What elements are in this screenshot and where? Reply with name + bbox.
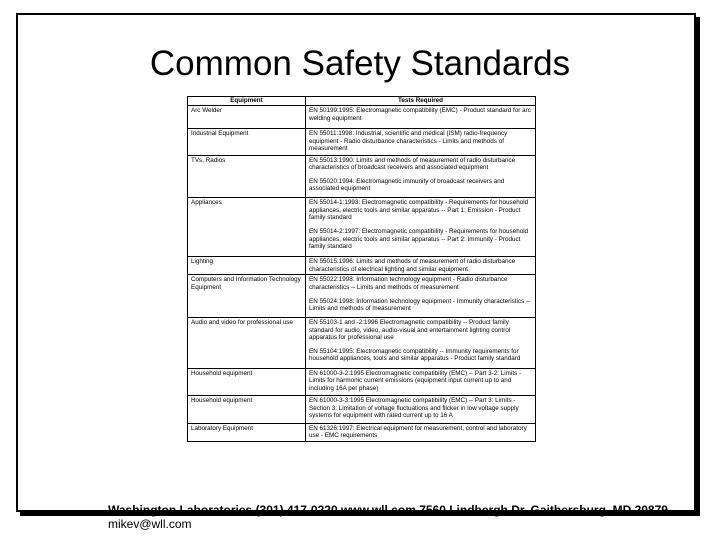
tests-cell [306, 275, 536, 318]
equipment-cell: Audio and video for professional use [188, 318, 306, 369]
table-row [188, 106, 536, 129]
test-text: EN 55014-2:1997: Electromagnetic compatibility - Requirements for household appliances, electric tools and similar apparatus -- Part 2: Immunity - Product family standard [309, 227, 529, 251]
test-text: EN 50199:1995: Electromagnetic compatibility (EMC) - Product standard for arc welding equipment [309, 107, 531, 122]
slide-title: Common Safety Standards [149, 44, 571, 83]
table-row [188, 198, 536, 257]
tests-cell [306, 423, 536, 441]
equipment-cell: Appliances [188, 198, 306, 257]
test-text: EN 55020:1994: Electromagnetic immunity of broadcast receivers and associated equipment [309, 177, 505, 193]
table-row [188, 129, 536, 155]
equipment-cell: Laboratory Equipment [188, 423, 306, 441]
tests-cell [306, 257, 536, 275]
table-row [188, 257, 536, 275]
table-row [188, 155, 536, 198]
tests-cell [306, 318, 536, 369]
table-row [188, 396, 536, 423]
equipment-cell: Arc Welder [188, 106, 306, 129]
tests-cell [306, 198, 536, 257]
header-tests-required: Tests Required [306, 97, 536, 106]
footer-contact: Washington Laboratories (301) 417-0220 www.wll.com 7560 Lindbergh Dr. Gaithersburg, MD 20879 [108, 503, 668, 517]
equipment-cell: Household equipment [188, 368, 306, 395]
table-row [188, 368, 536, 395]
test-text: EN 55022:1998: Information technology equipment - Radio disturbance characteristics -- Limits and methods of measurement [309, 276, 508, 292]
standards-table [187, 96, 536, 442]
tests-cell [306, 106, 536, 129]
equipment-cell: TVs, Radios [188, 155, 306, 198]
tests-cell [306, 129, 536, 155]
test-text: EN 55013:1990: Limits and methods of measurement of radio disturbance characteristics of broadcast receivers and associated equipment [309, 156, 516, 172]
test-text: EN 61000-3-3:1995 Electromagnetic compatibility (EMC) -- Part 3: Limits - Section 3: Limitation of voltage fluctuations and flicker in low voltage supply systems for equipment with rated current up to 16 A [309, 397, 519, 420]
test-text: EN 61000-3-2:1995 Electromagnetic compatibility (EMC) -- Part 3-2: Limits - Limits for harmonic current emissions (equipment input current up to and including 16A per phase) [309, 369, 522, 392]
tests-cell [306, 155, 536, 198]
test-text: EN 61326:1997: Electrical equipment for measurement, control and laboratory use - EMC requirements [309, 424, 527, 440]
footer-email: mikev@wll.com [108, 517, 192, 531]
equipment-cell: Lighting [188, 257, 306, 275]
test-text: EN 55024:1998: Information technology equipment - Immunity characteristics --Limits and methods of measurement [309, 297, 531, 313]
test-text: EN 55014-1:1993: Electromagnetic compatibility - Requirements for household appliances, electric tools and similar apparatus -- Part 1: Emission - Product family standard [309, 199, 529, 222]
test-text: EN 55104:1995: Electromagnetic compatibility -- Immunity requirements for household appliances, tools and similar apparatus - Product family standard [309, 347, 521, 363]
equipment-cell: Industrial Equipment [188, 129, 306, 155]
test-text: EN 55015:1996: Limits and methods of measurement of radio disturbance characteristics of electrical lighting and similar equipment [309, 258, 516, 273]
table-row [188, 423, 536, 441]
tests-cell [306, 396, 536, 423]
tests-cell [306, 368, 536, 395]
equipment-cell: Household equipment [188, 396, 306, 423]
test-text: EN 55011:1998: Industrial, scientific and medical (ISM) radio-frequency equipment - Radio disturbance characteristics - Limits and methods of measurement [309, 130, 508, 153]
table-row [188, 275, 536, 318]
header-equipment: Equipment [188, 97, 306, 106]
table-row [188, 318, 536, 369]
table-header-row [188, 97, 536, 106]
test-text: EN 55103-1 and -2:1996 Electromagnetic compatibility -- Product family standard for audio, video, audio-visual and entertainment lighting control apparatus for professional use [309, 319, 511, 342]
equipment-cell: Computers and Information Technology Equipment [188, 275, 306, 318]
